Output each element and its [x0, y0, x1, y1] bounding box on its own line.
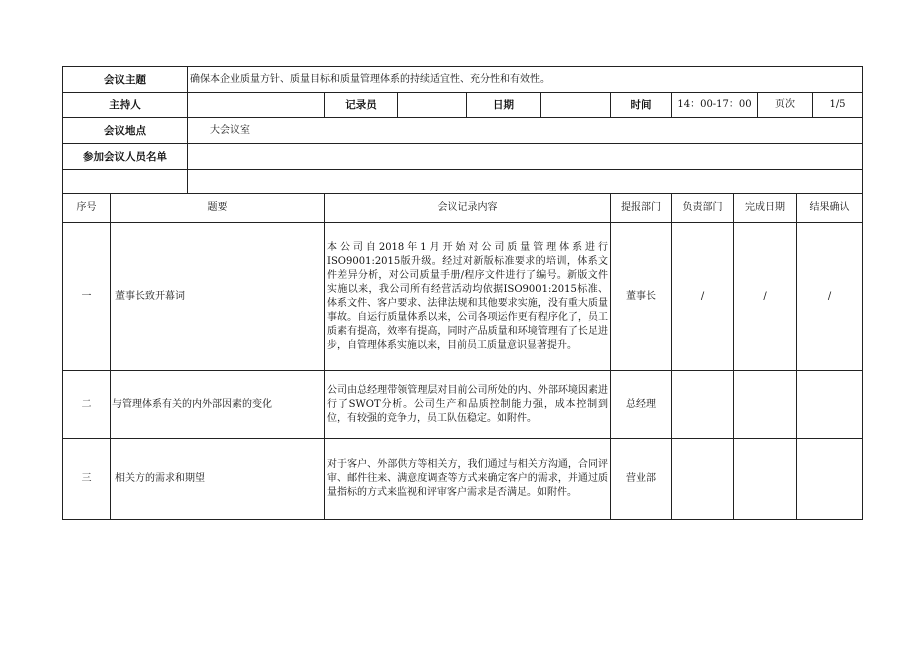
- row-confirm: /: [827, 290, 832, 302]
- row-proposer: 营业部: [611, 439, 672, 520]
- table-row: [63, 223, 863, 371]
- row-due: [734, 371, 797, 438]
- row-due: /: [734, 223, 797, 370]
- date-value: [541, 93, 610, 117]
- row-seq: 一: [63, 223, 111, 371]
- row-confirm: [797, 371, 862, 438]
- col-confirm: 结果确认: [809, 202, 850, 213]
- topic-value: 确保本企业质量方针、质量目标和质量管理体系的持续适宜性、充分性和有效性。: [188, 67, 863, 93]
- topic-label: 会议主题: [63, 67, 188, 93]
- row-owner: [672, 439, 734, 520]
- time-label: 时间: [611, 93, 672, 118]
- blank-value-cell: [188, 170, 863, 194]
- minutes-table: [62, 66, 863, 520]
- col-seq: 序号: [63, 194, 111, 223]
- meeting-minutes-sheet: [62, 66, 862, 520]
- row-topic: 董事长致开幕词: [111, 223, 325, 371]
- blank-label-cell: [63, 170, 188, 194]
- row-proposer: 总经理: [611, 371, 672, 439]
- location-label: 会议地点: [63, 118, 188, 144]
- row-topic: 相关方的需求和期望: [111, 439, 325, 520]
- row-proposer: 董事长: [611, 223, 672, 371]
- row-content: 本公司自2018年1月开始对公司质量管理体系进行ISO9001:2015版升级。经过对新版标准要求的培训，体系文件差异分析，对公司质量手册/程序文件进行了编号。新版文件实施以来，我公司所有经营活动均依据ISO9001:2015标准、体系文件、客户要求、法律法规和其他要求实施，没有重大质量事故。自运行质量体系以来，公司各项运作更有程序化了，员工质素有提高，效率有提高，同时产品质量和环境管理有了长足进步，自管理体系实施以来，目前员工质量意识显著提升。: [325, 223, 611, 371]
- row-owner: /: [672, 223, 734, 371]
- row-seq: 三: [63, 439, 111, 520]
- col-due: 完成日期: [734, 194, 797, 222]
- row-seq: 二: [63, 371, 111, 439]
- col-topic: 题要: [111, 194, 325, 223]
- attendees-value: [188, 144, 863, 170]
- column-header-row: [63, 194, 863, 223]
- location-value: 大会议室: [188, 118, 863, 144]
- date-label: 日期: [467, 93, 541, 117]
- col-proposer: 提报部门: [611, 194, 672, 223]
- host-label: 主持人: [63, 93, 188, 118]
- col-owner: 负责部门: [672, 194, 734, 223]
- row-content: 对于客户、外部供方等相关方，我们通过与相关方沟通，合同评审、邮件往来、满意度调查等方式来确定客户的需求，并通过质量指标的方式来监视和评审客户需求是否满足。如附件。: [325, 439, 611, 520]
- table-row: [63, 439, 863, 520]
- time-value: 14：00-17：00: [672, 93, 758, 117]
- col-content: 会议记录内容: [325, 194, 611, 223]
- row-owner: [672, 371, 734, 439]
- row-due: [734, 439, 797, 519]
- row-topic: 与管理体系有关的内外部因素的变化: [111, 371, 325, 439]
- attendees-label: 参加会议人员名单: [63, 144, 188, 170]
- row-content: 公司由总经理带领管理层对目前公司所处的内、外部环境因素进行了SWOT分析。公司生产和品质控制能力强，成本控制到位，有较强的竞争力，员工队伍稳定。如附件。: [325, 371, 611, 439]
- page-value: 1/5: [829, 99, 846, 110]
- row-confirm: [797, 439, 862, 519]
- table-row: [63, 371, 863, 439]
- recorder-value: [398, 93, 467, 118]
- page-label: 页次: [758, 93, 813, 117]
- host-value: [188, 93, 325, 118]
- recorder-label: 记录员: [325, 93, 398, 118]
